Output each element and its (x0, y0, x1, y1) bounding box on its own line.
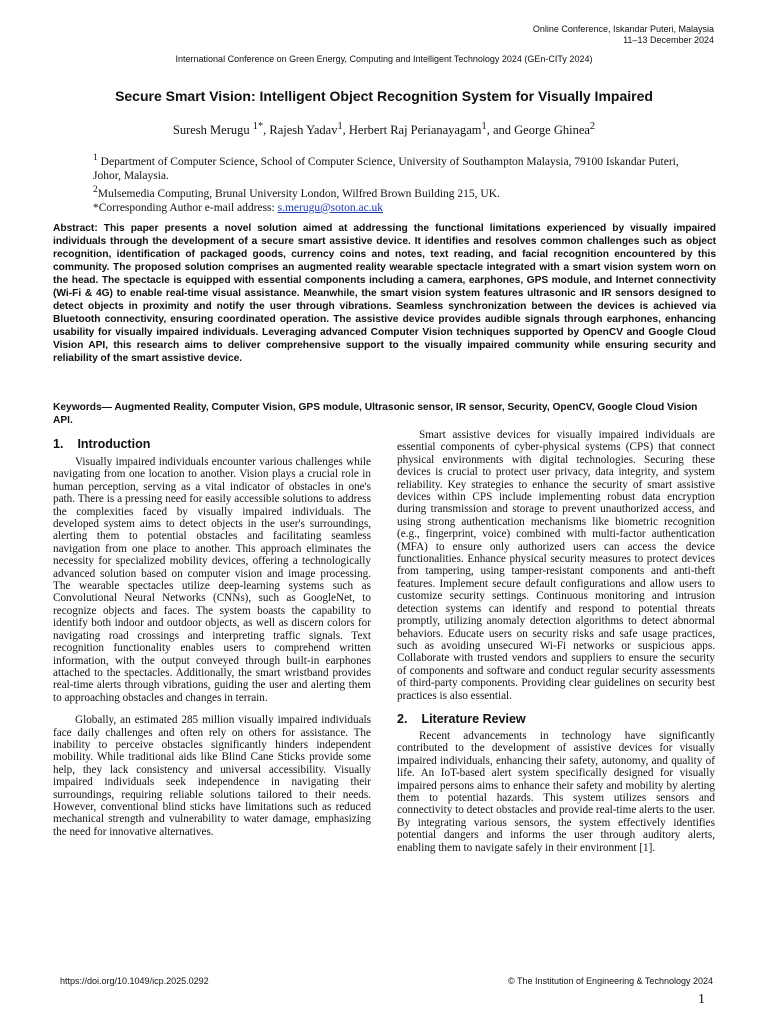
affiliation-2 (93, 183, 693, 201)
conference-dates: 11–13 December 2024 (623, 35, 714, 45)
section-number: 2. (397, 711, 408, 726)
author-name: Suresh Merugu (172, 123, 250, 138)
author-name: George Ghinea (514, 123, 590, 138)
affiliation-mark: 2 (93, 183, 98, 195)
section-title: Introduction (77, 437, 151, 451)
corresponding-author (93, 201, 693, 215)
section-heading-introduction (53, 437, 371, 451)
section-number: 1. (53, 437, 64, 451)
email-link[interactable]: s.merugu@soton.ac.uk (277, 201, 384, 214)
author-name: Rajesh Yadav (269, 123, 338, 138)
affiliation-text: Mulsemedia Computing, Brunal University London, Wilfred Brown Building 215, UK. (97, 187, 500, 200)
conference-name: International Conference on Green Energy, Computing and Intelligent Technology 2024 (GEn-CITy 2024) (175, 54, 593, 64)
paragraph: Visually impaired individuals encounter various challenges while navigating from one location to another. Vision plays a crucial role in human perception, serving as a vital indicator of obstacles in one's path. There is a pressing need for easily accessible solutions to address the complexities faced by visually impaired individuals. The developed system aims to detect objects in the user's surroundings, alerting them to potential obstacles and facilitating seamless navigation from one place to another. This approach eliminates the necessity for specialized mobility devices, offering a technologically advanced solution based on computer vision and image processing. The wearable spectacles utilize deep-learning systems such as Convolutional Neural Networks (CNNs), such as GoogleNet, to recognize objects and faces. The system boasts the capability to identify both indoor and outdoor objects, as well as discern colors for navigating road crossings and interpreting traffic signals. Text recognition functionality enables users to comprehend written information, with the output conveyed through built-in earphones attached to the spectacles. Additionally, the smart wristband provides real-time alerts through vibrations, guiding the user and alerting them to approaching obstacles and changes in terrain. (53, 456, 371, 704)
copyright: © The Institution of Engineering & Technology 2024 (508, 976, 713, 986)
affiliation-mark: 1 (93, 152, 98, 163)
affiliation-1 (93, 151, 693, 183)
conference-location: Online Conference, Iskandar Puteri, Malaysia (532, 24, 714, 34)
corresponding-prefix: *Corresponding Author e-mail address: (93, 201, 278, 214)
page-number: 1 (698, 992, 705, 1007)
paper-title: Secure Smart Vision: Intelligent Object Recognition System for Visually Impaired (115, 88, 653, 104)
section-title: Literature Review (421, 711, 526, 726)
paragraph: Smart assistive devices for visually impaired individuals are essential components of cyber-physical systems (CPS) that connect physical environments with digital technologies. Securing these devices is crucial to protect user privacy, data integrity, and system reliability. Key strategies to enhance the security of smart assistive devices within CPS include implementing robust data encryption during transmission and storage to prevent unauthorized access, and using strong authentication mechanisms like biometric recognition (e.g., fingerprint, voice) combined with multi-factor authentication (MFA) to ensure only authorized users can access the device functionalities. Enhance physical security measures to protect devices from tampering, using tamper-resistant components and anti-theft features. Implement secure default configurations and allow users to customize security settings. Continuous monitoring and intrusion detection systems can identify and respond to potential threats promptly, utilizing anomaly detection algorithms to detect abnormal behaviors. Educate users on security risks and safe usage practices, such as avoiding unsecured Wi-Fi networks or suspicious apps. Collaborate with trusted vendors and suppliers to ensure the security of components and software and conduct regular security assessments of third-party components. Providing clear guidelines on security best practices is also essential. (397, 429, 715, 702)
abstract: Abstract: This paper presents a novel solution aimed at addressing the functional limitations experienced by visually impaired individuals through the development of a secure smart assistive device. It identifies and resolves common challenges such as object recognition, identification of packaged goods, currency coins and notes, text reading, and facial recognition encountered by this community. The proposed solution comprises an augmented reality wearable spectacle integrated with a smart vision system worn on the head. The spectacle is equipped with essential components including a camera, earphones, GPS module, and Internet connectivity (Wi-Fi & 4G) to enable real-time visual assistance. Meanwhile, the smart vision system features ultrasonic and IR sensors designed to detect objects in proximity and notify the user through vibrations. Seamless synchronization between the devices is achieved via Bluetooth connectivity, ensuring coordinated operation. The assistive device provides audible signals through earphones, enhancing usability for visually impaired individuals. Leveraging advanced Computer Vision techniques supported by OpenCV and Google Cloud Vision API, this research aims to deliver comprehensive support to the visually impaired community while ensuring security and reliability of the smart assistive device. (53, 223, 716, 364)
left-column (53, 437, 371, 838)
paragraph: Recent advancements in technology have significantly contributed to the development of assistive devices for visually impaired individuals, enhancing their safety, autonomy, and quality of life. An IoT-based alert system specifically designed for visually impaired persons aims to enhance their safety and mobility by alerting them to potential hazards. This system utilizes sensors and connectivity to detect obstacles and provide real-time alerts to the user. By integrating various sensors, the system effectively identifies potential dangers and informs the user through auditory alerts, enabling them to navigate safely in their environment [1]. (397, 729, 715, 854)
author-list: Suresh Merugu $^{1*}$, Rajesh Yadav$^1$, Herbert Raj Perianayagam$^1$, and George Ghinea$^2$ (172, 121, 596, 138)
paragraph: Globally, an estimated 285 million visually impaired individuals face daily challenges and often rely on others for assistance. The inability to perceive obstacles significantly hinders independent mobility. While traditional aids like Blind Cane Sticks provide some help, they lack consistency and universal accessibility. Visually impaired individuals seek independence in navigating their surroundings, requiring reliable solutions tailored to their needs. However, conventional blind sticks have limitations such as reduced mechanical strength and vulnerability to water damage, emphasizing the need for innovative alternatives. (53, 714, 371, 838)
author-affil-mark: 1 (481, 121, 487, 132)
conference-location-dates (533, 24, 714, 46)
author-affil-mark: 2 (589, 121, 596, 132)
keywords: Keywords— Augmented Reality, Computer Vision, GPS module, Ultrasonic sensor, IR sensor, Security, OpenCV, Google Cloud Vision API. (53, 402, 698, 426)
section-heading-literature-review (397, 712, 715, 726)
affiliation-text: Department of Computer Science, School of Computer Science, University of Southampton Malaysia, 79100 Iskandar Puteri, Johor, Malaysia. (93, 155, 679, 182)
affiliations (93, 151, 693, 215)
author-affil-mark: 1* (252, 121, 264, 132)
author-affil-mark: 1 (337, 121, 343, 132)
right-column (397, 429, 715, 854)
doi-link[interactable]: https://doi.org/10.1049/icp.2025.0292 (60, 976, 209, 986)
author-name: Herbert Raj Perianayagam (348, 123, 482, 138)
